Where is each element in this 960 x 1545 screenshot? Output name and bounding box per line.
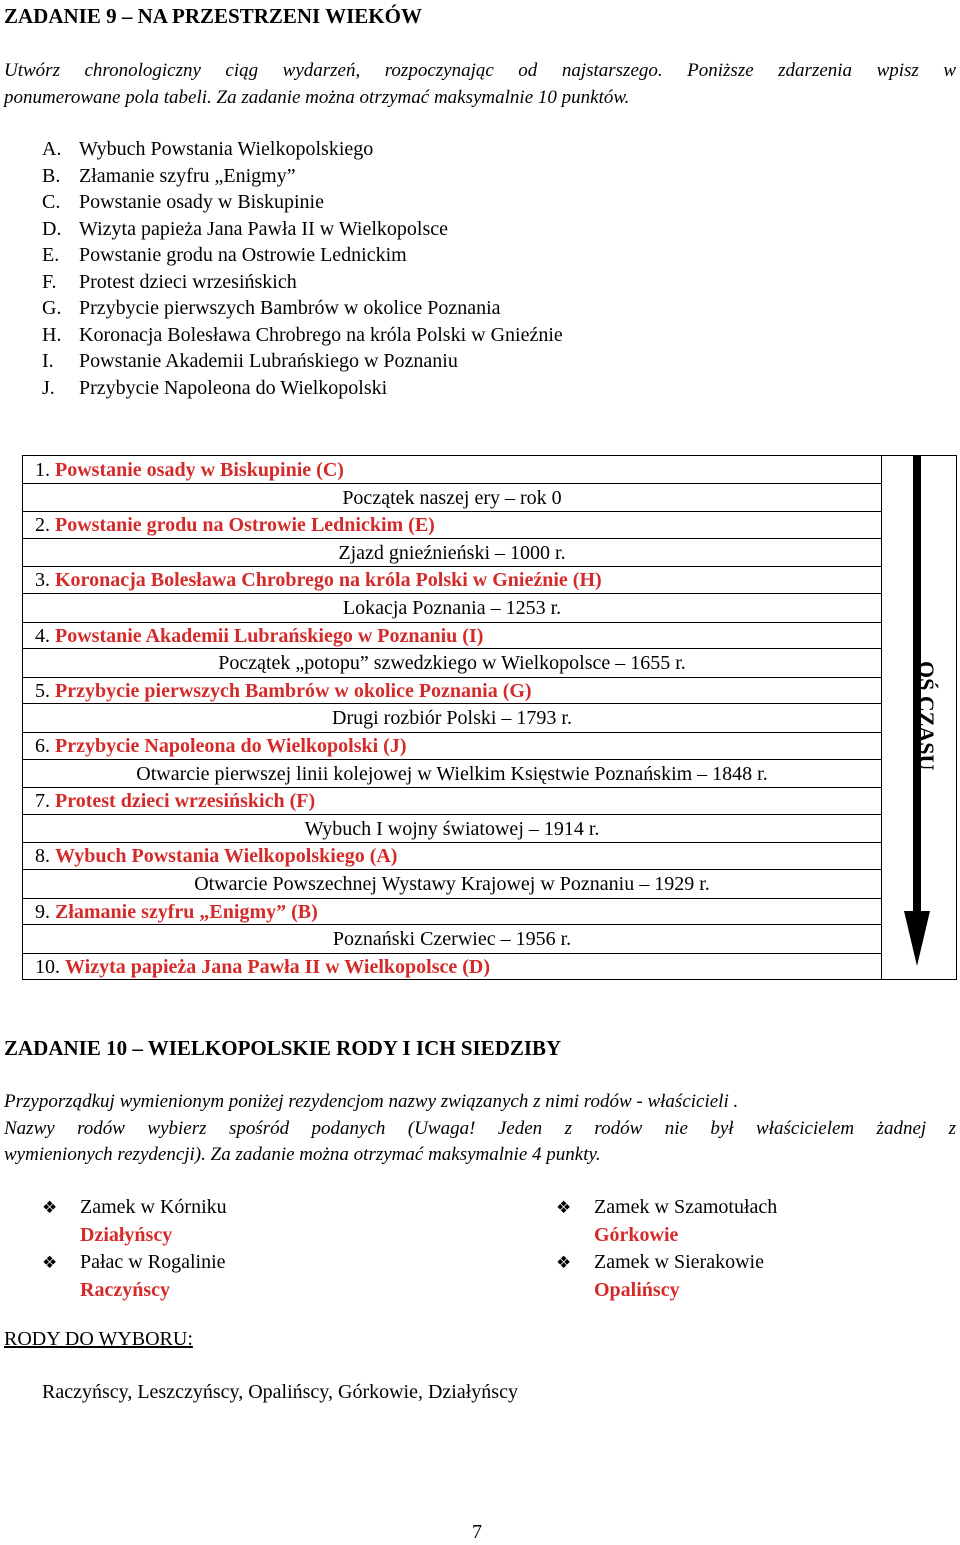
answer-field-rogalin[interactable]: Raczyńscy bbox=[80, 1279, 170, 1301]
timeline-rows bbox=[23, 456, 882, 979]
date-row-4: Początek „potopu” szwedzkiego w Wielkopolsce – 1655 r. bbox=[23, 649, 881, 678]
answer-field-sierakow[interactable]: Opalińscy bbox=[594, 1279, 680, 1301]
answer-field-8[interactable]: 8. Wybuch Powstania Wielkopolskiego (A) bbox=[23, 842, 881, 870]
list-item: ❖ Zamek w Kórniku bbox=[42, 1194, 227, 1222]
task10-instruction-line1: Przyporządkuj wymienionym poniżej rezydencjom nazwy związanych z nimi rodów - właścicieli . bbox=[4, 1091, 739, 1112]
answer-field-1[interactable]: 1. Powstanie osady w Biskupinie (C) bbox=[23, 456, 881, 484]
answer-field-2[interactable]: 2. Powstanie grodu na Ostrowie Lednickim (E) bbox=[23, 511, 881, 539]
answer-field-szamotuly[interactable]: Górkowie bbox=[594, 1224, 679, 1246]
list-item: ❖ Zamek w Szamotułach bbox=[556, 1194, 777, 1222]
time-axis-label: OŚ CZASU bbox=[914, 661, 939, 771]
page-number: 7 bbox=[472, 1521, 482, 1543]
answer-field-6[interactable]: 6. Przybycie Napoleona do Wielkopolski (J) bbox=[23, 732, 881, 760]
task9-instruction-line2: ponumerowane pola tabeli. Za zadanie można otrzymać maksymalnie 10 punktów. bbox=[4, 87, 630, 108]
task10-title: ZADANIE 10 – WIELKOPOLSKIE RODY I ICH SIEDZIBY bbox=[4, 1036, 562, 1060]
list-item: D. Wizyta papieża Jana Pawła II w Wielkopolsce bbox=[42, 217, 448, 240]
answer-field-5[interactable]: 5. Przybycie pierwszych Bambrów w okolice Poznania (G) bbox=[23, 677, 881, 705]
list-item: E. Powstanie grodu na Ostrowie Lednickim bbox=[42, 244, 407, 266]
diamond-bullet-icon: ❖ bbox=[42, 1253, 58, 1273]
date-row-8: Otwarcie Powszechnej Wystawy Krajowej w Poznaniu – 1929 r. bbox=[23, 870, 881, 899]
arrow-down-icon bbox=[904, 911, 930, 966]
answer-field-kornik[interactable]: Działyńscy bbox=[80, 1224, 173, 1246]
answer-field-4[interactable]: 4. Powstanie Akademii Lubrańskiego w Poznaniu (I) bbox=[23, 622, 881, 650]
event-list bbox=[42, 136, 563, 401]
date-row-3: Lokacja Poznania – 1253 r. bbox=[23, 594, 881, 623]
answer-field-3[interactable]: 3. Koronacja Bolesława Chrobrego na króla Polski w Gnieźnie (H) bbox=[23, 566, 881, 594]
diamond-bullet-icon: ❖ bbox=[556, 1253, 572, 1273]
time-axis bbox=[881, 456, 956, 979]
choices-list: Raczyńscy, Leszczyńscy, Opalińscy, Górkowie, Działyńscy bbox=[42, 1381, 518, 1403]
date-row-5: Drugi rozbiór Polski – 1793 r. bbox=[23, 704, 881, 733]
task9-instruction-line1: Utwórz chronologiczny ciąg wydarzeń, rozpoczynając od najstarszego. Poniższe zdarzenia wpisz w bbox=[4, 60, 956, 81]
date-row-1: Początek naszej ery – rok 0 bbox=[23, 484, 881, 513]
list-item: ❖ Pałac w Rogalinie bbox=[42, 1249, 227, 1277]
list-item: H. Koronacja Bolesława Chrobrego na króla Polski w Gnieźnie bbox=[42, 323, 563, 346]
date-row-9: Poznański Czerwiec – 1956 r. bbox=[23, 925, 881, 954]
list-item: I. Powstanie Akademii Lubrańskiego w Poznaniu bbox=[42, 350, 458, 372]
list-item: A. Wybuch Powstania Wielkopolskiego bbox=[42, 138, 374, 160]
list-item: B. Złamanie szyfru „Enigmy” bbox=[42, 164, 296, 187]
list-item: C. Powstanie osady w Biskupinie bbox=[42, 191, 324, 213]
answer-field-10[interactable]: 10. Wizyta papieża Jana Pawła II w Wielkopolsce (D) bbox=[35, 955, 491, 978]
list-item: G. Przybycie pierwszych Bambrów w okolice Poznania bbox=[42, 297, 501, 319]
list-item: J. Przybycie Napoleona do Wielkopolski bbox=[42, 376, 388, 399]
task10-instruction-line2: Nazwy rodów wybierz spośród podanych (Uwaga! Jeden z rodów nie był właścicielem żadnej z bbox=[4, 1118, 956, 1139]
list-item: ❖ Zamek w Sierakowie bbox=[556, 1249, 777, 1277]
residence-column-right bbox=[556, 1194, 777, 1304]
residence-column-left bbox=[42, 1194, 227, 1304]
diamond-bullet-icon: ❖ bbox=[556, 1198, 572, 1218]
diamond-bullet-icon: ❖ bbox=[42, 1198, 58, 1218]
task10-instruction-line3: wymienionych rezydencji). Za zadanie można otrzymać maksymalnie 4 punkty. bbox=[4, 1144, 601, 1165]
date-row-6: Otwarcie pierwszej linii kolejowej w Wielkim Księstwie Poznańskim – 1848 r. bbox=[23, 760, 881, 789]
answer-field-9[interactable]: 9. Złamanie szyfru „Enigmy” (B) bbox=[23, 898, 881, 926]
date-row-7: Wybuch I wojny światowej – 1914 r. bbox=[23, 815, 881, 844]
choices-label: RODY DO WYBORU: bbox=[4, 1328, 193, 1350]
task9-title: ZADANIE 9 – NA PRZESTRZENI WIEKÓW bbox=[4, 4, 422, 28]
timeline-table bbox=[22, 455, 957, 980]
answer-field-7[interactable]: 7. Protest dzieci wrzesińskich (F) bbox=[23, 787, 881, 815]
list-item: F. Protest dzieci wrzesińskich bbox=[42, 270, 297, 293]
date-row-2: Zjazd gnieźnieński – 1000 r. bbox=[23, 539, 881, 568]
